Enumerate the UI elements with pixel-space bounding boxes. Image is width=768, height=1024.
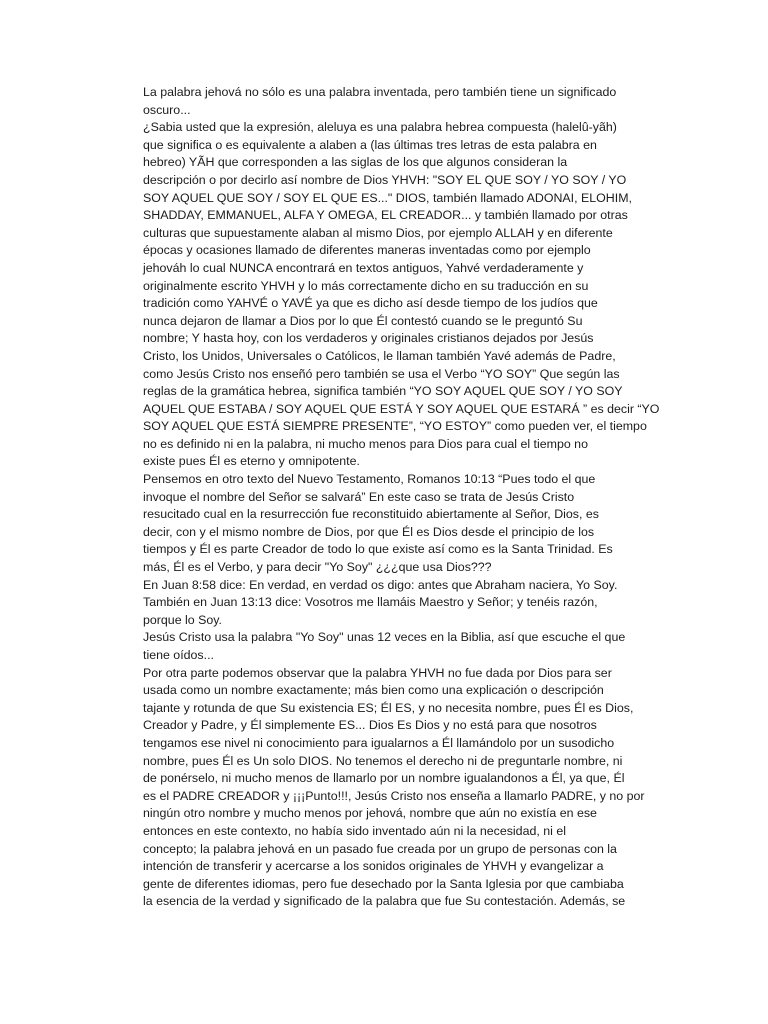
text-line: tajante y rotunda de que Su existencia ES; Él ES, y no necesita nombre, pues Él es Dios,: [143, 700, 634, 715]
text-line: usada como un nombre exactamente; más bien como una explicación o descripción: [143, 683, 604, 698]
text-line: Jesús Cristo usa la palabra "Yo Soy" unas 12 veces en la Biblia, así que escuche el que: [143, 630, 626, 645]
text-line: es el PADRE CREADOR y ¡¡¡Punto!!!, Jesús Cristo nos enseña a llamarlo PADRE, y no por: [143, 788, 645, 803]
text-line: resucitado cual en la resurrección fue reconstituido abiertamente al Señor, Dios, es: [143, 507, 599, 522]
text-line: Creador y Padre, y Él simplemente ES... Dios Es Dios y no está para que nosotros: [143, 718, 597, 733]
text-line: La palabra jehová no sólo es una palabra inventada, pero también tiene un significado: [143, 85, 617, 99]
document-body-text: [143, 84, 660, 911]
text-line: porque lo Soy.: [143, 612, 222, 627]
text-line: tradición como YAHVÉ o YAVÉ ya que es dicho así desde tiempo de los judíos que: [143, 296, 598, 311]
text-line: no es definido ni en la palabra, ni mucho menos para Dios para cual el tiempo no: [143, 436, 588, 451]
text-line: entonces en este contexto, no había sido inventado aún ni la necesidad, ni el: [143, 823, 566, 838]
text-line: oscuro...: [143, 102, 191, 117]
text-line: reglas de la gramática hebrea, significa también “YO SOY AQUEL QUE SOY / YO SOY: [143, 384, 623, 399]
text-line: intención de transferir y acercarse a los sonidos originales de YHVH y evangelizar a: [143, 859, 604, 874]
text-line: Por otra parte podemos observar que la palabra YHVH no fue dada por Dios para ser: [143, 665, 612, 680]
text-line: Cristo, los Unidos, Universales o Católicos, le llaman también Yavé además de Padre,: [143, 348, 616, 363]
text-line: épocas y ocasiones llamado de diferentes maneras inventadas como por ejemplo: [143, 243, 591, 258]
text-line: originalmente escrito YHVH y lo más correctamente dicho en su traducción en su: [143, 278, 589, 293]
text-line: decir, con y el mismo nombre de Dios, por que Él es Dios desde el principio de los: [143, 524, 595, 539]
text-line: invoque el nombre del Señor se salvará” En este caso se trata de Jesús Cristo: [143, 489, 575, 504]
text-line: tiene oídos...: [143, 648, 214, 662]
text-line: existe pues Él es eterno y omnipotente.: [143, 454, 360, 469]
text-line: ¿Sabia usted que la expresión, aleluya es una palabra hebrea compuesta (halelû-yãh): [143, 120, 617, 135]
text-line: También en Juan 13:13 dice: Vosotros me llamáis Maestro y Señor; y tenéis razón,: [143, 595, 598, 610]
text-line: SHADDAY, EMMANUEL, ALFA Y OMEGA, EL CREADOR... y también llamado por otras: [143, 208, 628, 223]
text-line: SOY AQUEL QUE SOY / SOY EL QUE ES..." DIOS, también llamado ADONAI, ELOHIM,: [143, 190, 632, 205]
text-line: hebreo) YÃH que corresponden a las siglas de los que algunos consideran la: [143, 155, 568, 170]
text-line: jehováh lo cual NUNCA encontrará en textos antiguos, Yahvé verdaderamente y: [143, 260, 584, 275]
text-line: nombre; Y hasta hoy, con los verdaderos y originales cristianos dejados por Jesús: [143, 331, 594, 346]
text-line: nombre, pues Él es Un solo DIOS. No tenemos el derecho ni de preguntarle nombre, ni: [143, 753, 623, 768]
text-line: tiempos y Él es parte Creador de todo lo que existe así como es la Santa Trinidad. Es: [143, 542, 613, 557]
text-line: la esencia de la verdad y significado de la palabra que fue Su contestación. Además, se: [143, 894, 626, 909]
text-line: gente de diferentes idiomas, pero fue desechado por la Santa Iglesia por que cambiaba: [143, 876, 624, 891]
text-line: más, Él es el Verbo, y para decir "Yo Soy" ¿¿¿que usa Dios???: [143, 560, 492, 575]
text-line: ningún otro nombre y mucho menos por jehová, nombre que aún no existía en ese: [143, 806, 597, 821]
text-line: SOY AQUEL QUE ESTÁ SIEMPRE PRESENTE”, “YO ESTOY” como pueden ver, el tiempo: [143, 419, 647, 434]
text-line: AQUEL QUE ESTABA / SOY AQUEL QUE ESTÁ Y SOY AQUEL QUE ESTARÁ ” es decir “YO: [143, 401, 660, 416]
text-line: de ponérselo, ni mucho menos de llamarlo por un nombre igualandonos a Él, ya que, Él: [143, 771, 625, 786]
text-line: culturas que supuestamente alaban al mismo Dios, por ejemplo ALLAH y en diferente: [143, 225, 613, 240]
text-line: nunca dejaron de llamar a Dios por lo que Él contestó cuando se le preguntó Su: [143, 313, 583, 328]
text-line: concepto; la palabra jehová en un pasado fue creada por un grupo de personas con la: [143, 841, 617, 856]
text-line: Pensemos en otro texto del Nuevo Testamento, Romanos 10:13 “Pues todo el que: [143, 472, 596, 487]
text-line: tengamos ese nivel ni conocimiento para igualarnos a Él llamándolo por un susodicho: [143, 735, 615, 750]
text-line: En Juan 8:58 dice: En verdad, en verdad os digo: antes que Abraham naciera, Yo Soy.: [143, 577, 618, 592]
text-line: que significa o es equivalente a alaben a (las últimas tres letras de esta palabra en: [143, 137, 597, 152]
text-line: como Jesús Cristo nos enseñó pero también se usa el Verbo “YO SOY” Que según las: [143, 366, 620, 381]
text-line: descripción o por decirlo así nombre de Dios YHVH: "SOY EL QUE SOY / YO SOY / YO: [143, 172, 627, 187]
